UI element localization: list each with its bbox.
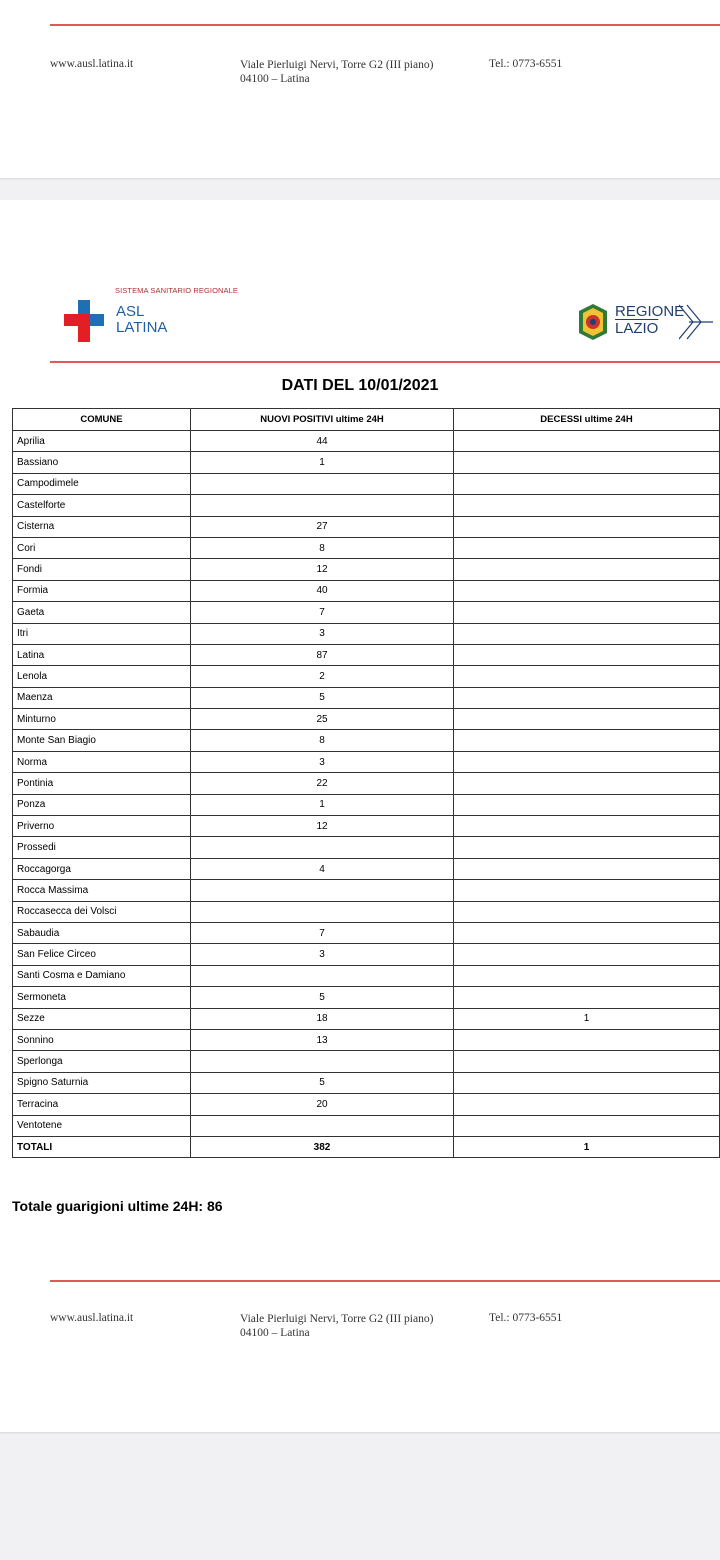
- regione-lazio-emblem-icon: [576, 303, 610, 341]
- regione-lazio-logo: [574, 300, 714, 344]
- table-row: [13, 666, 720, 687]
- table-row: [13, 1008, 720, 1029]
- cell-comune: Spigno Saturnia: [13, 1072, 191, 1093]
- cell-decessi: [454, 816, 720, 837]
- cell-positivi: [191, 880, 454, 901]
- table-row: [13, 816, 720, 837]
- cell-comune: Terracina: [13, 1094, 191, 1115]
- total-label: TOTALI: [13, 1136, 191, 1157]
- cell-positivi: [191, 901, 454, 922]
- footer-phone: Tel.: 0773-6551: [489, 58, 563, 70]
- table-row: [13, 794, 720, 815]
- cell-positivi: 1: [191, 452, 454, 473]
- cell-positivi: 3: [191, 944, 454, 965]
- cell-comune: San Felice Circeo: [13, 944, 191, 965]
- cell-positivi: 12: [191, 559, 454, 580]
- cell-decessi: [454, 987, 720, 1008]
- footer-website: www.ausl.latina.it: [50, 1312, 134, 1324]
- cell-positivi: [191, 473, 454, 494]
- cell-decessi: [454, 452, 720, 473]
- cell-decessi: [454, 880, 720, 901]
- document-page-previous: [0, 0, 720, 178]
- cell-positivi: 3: [191, 623, 454, 644]
- cell-positivi: 18: [191, 1008, 454, 1029]
- cell-comune: Aprilia: [13, 431, 191, 452]
- cell-comune: Cori: [13, 537, 191, 558]
- table-row: [13, 858, 720, 879]
- footer-address: Viale Pierluigi Nervi, Torre G2 (III piano) 04100 – Latina: [240, 59, 434, 85]
- cell-comune: Sonnino: [13, 1029, 191, 1050]
- table-row: [13, 901, 720, 922]
- cell-positivi: [191, 1051, 454, 1072]
- column-header-positivi: NUOVI POSITIVI ultime 24H: [191, 409, 454, 431]
- cell-comune: Castelforte: [13, 495, 191, 516]
- cell-positivi: 12: [191, 816, 454, 837]
- table-row: [13, 1072, 720, 1093]
- cell-positivi: [191, 495, 454, 516]
- cell-positivi: 7: [191, 602, 454, 623]
- table-row: [13, 944, 720, 965]
- table-total-row: [13, 1136, 720, 1157]
- cell-decessi: [454, 1115, 720, 1136]
- total-positivi: 382: [191, 1136, 454, 1157]
- cell-positivi: 40: [191, 580, 454, 601]
- cell-comune: Sabaudia: [13, 922, 191, 943]
- table-row: [13, 1115, 720, 1136]
- cell-decessi: [454, 537, 720, 558]
- total-decessi: 1: [454, 1136, 720, 1157]
- cell-positivi: 3: [191, 751, 454, 772]
- cell-comune: Rocca Massima: [13, 880, 191, 901]
- cell-decessi: [454, 858, 720, 879]
- cell-comune: Maenza: [13, 687, 191, 708]
- table-row: [13, 837, 720, 858]
- document-page: [0, 200, 720, 1432]
- cell-positivi: 44: [191, 431, 454, 452]
- asl-latina-logo-text: ASL LATINA: [116, 303, 168, 336]
- cell-positivi: 25: [191, 709, 454, 730]
- page-header: [0, 200, 720, 370]
- cell-comune: Fondi: [13, 559, 191, 580]
- cell-positivi: 27: [191, 516, 454, 537]
- report-title: DATI DEL 10/01/2021: [281, 377, 439, 394]
- cell-decessi: [454, 1051, 720, 1072]
- table-row: [13, 880, 720, 901]
- cell-comune: Monte San Biagio: [13, 730, 191, 751]
- cell-comune: Ponza: [13, 794, 191, 815]
- cell-comune: Norma: [13, 751, 191, 772]
- cell-comune: Campodimele: [13, 473, 191, 494]
- table-row: [13, 1051, 720, 1072]
- regione-lazio-chevron-icon: [679, 303, 713, 341]
- cell-comune: Sermoneta: [13, 987, 191, 1008]
- footer-address: Viale Pierluigi Nervi, Torre G2 (III piano) 04100 – Latina: [240, 1313, 434, 1339]
- header-divider: [50, 24, 720, 26]
- cell-decessi: [454, 602, 720, 623]
- cell-comune: Cisterna: [13, 516, 191, 537]
- table-row: [13, 730, 720, 751]
- cell-decessi: [454, 580, 720, 601]
- cell-decessi: [454, 1094, 720, 1115]
- header-divider: [50, 361, 720, 363]
- cell-decessi: [454, 666, 720, 687]
- cell-comune: Prossedi: [13, 837, 191, 858]
- cell-decessi: [454, 1029, 720, 1050]
- cell-positivi: [191, 965, 454, 986]
- cell-decessi: 1: [454, 1008, 720, 1029]
- cell-positivi: 2: [191, 666, 454, 687]
- cell-positivi: 13: [191, 1029, 454, 1050]
- cell-comune: Formia: [13, 580, 191, 601]
- cell-positivi: [191, 1115, 454, 1136]
- cell-positivi: 87: [191, 644, 454, 665]
- cell-positivi: 20: [191, 1094, 454, 1115]
- footer-phone: Tel.: 0773-6551: [489, 1312, 563, 1324]
- cell-comune: Roccagorga: [13, 858, 191, 879]
- cell-decessi: [454, 944, 720, 965]
- cell-decessi: [454, 751, 720, 772]
- cell-positivi: 8: [191, 730, 454, 751]
- cell-comune: Bassiano: [13, 452, 191, 473]
- cell-positivi: 7: [191, 922, 454, 943]
- table-row: [13, 516, 720, 537]
- regione-lazio-text: REGIONE LAZIO: [615, 303, 685, 337]
- cell-decessi: [454, 709, 720, 730]
- table-row: [13, 709, 720, 730]
- table-header-row: [13, 409, 720, 431]
- table-row: [13, 1094, 720, 1115]
- table-row: [13, 773, 720, 794]
- cell-comune: Sezze: [13, 1008, 191, 1029]
- cell-positivi: 5: [191, 687, 454, 708]
- table-row: [13, 473, 720, 494]
- cell-positivi: 22: [191, 773, 454, 794]
- cell-decessi: [454, 559, 720, 580]
- total-recoveries: Totale guarigioni ultime 24H: 86: [12, 1198, 223, 1214]
- cell-decessi: [454, 794, 720, 815]
- cell-comune: Pontinia: [13, 773, 191, 794]
- cell-positivi: 5: [191, 1072, 454, 1093]
- table-row: [13, 580, 720, 601]
- cell-decessi: [454, 473, 720, 494]
- table-row: [13, 644, 720, 665]
- cell-comune: Minturno: [13, 709, 191, 730]
- cell-positivi: 8: [191, 537, 454, 558]
- cell-comune: Roccasecca dei Volsci: [13, 901, 191, 922]
- table-row: [13, 751, 720, 772]
- cell-decessi: [454, 730, 720, 751]
- cell-decessi: [454, 922, 720, 943]
- cell-comune: Priverno: [13, 816, 191, 837]
- footer-divider: [50, 1280, 720, 1282]
- table-row: [13, 965, 720, 986]
- footer-website: www.ausl.latina.it: [50, 58, 134, 70]
- cell-comune: Itri: [13, 623, 191, 644]
- table-row: [13, 495, 720, 516]
- table-row: [13, 452, 720, 473]
- sistema-sanitario-label: SISTEMA SANITARIO REGIONALE: [115, 286, 239, 295]
- cell-comune: Ventotene: [13, 1115, 191, 1136]
- cell-decessi: [454, 687, 720, 708]
- cell-decessi: [454, 837, 720, 858]
- table-row: [13, 559, 720, 580]
- table-row: [13, 431, 720, 452]
- table-row: [13, 687, 720, 708]
- asl-cross-logo-icon: [64, 300, 104, 342]
- cell-comune: Sperlonga: [13, 1051, 191, 1072]
- cell-positivi: 1: [191, 794, 454, 815]
- cell-decessi: [454, 495, 720, 516]
- cell-decessi: [454, 1072, 720, 1093]
- cell-decessi: [454, 431, 720, 452]
- cell-positivi: 5: [191, 987, 454, 1008]
- cell-decessi: [454, 516, 720, 537]
- cell-comune: Latina: [13, 644, 191, 665]
- cell-positivi: [191, 837, 454, 858]
- cell-decessi: [454, 901, 720, 922]
- covid-data-table: [12, 408, 720, 1158]
- table-row: [13, 922, 720, 943]
- cell-decessi: [454, 773, 720, 794]
- table-row: [13, 537, 720, 558]
- cell-comune: Santi Cosma e Damiano: [13, 965, 191, 986]
- cell-decessi: [454, 623, 720, 644]
- table-row: [13, 623, 720, 644]
- column-header-decessi: DECESSI ultime 24H: [454, 409, 720, 431]
- cell-positivi: 4: [191, 858, 454, 879]
- table-row: [13, 1029, 720, 1050]
- cell-decessi: [454, 965, 720, 986]
- cell-comune: Gaeta: [13, 602, 191, 623]
- cell-decessi: [454, 644, 720, 665]
- cell-comune: Lenola: [13, 666, 191, 687]
- column-header-comune: COMUNE: [13, 409, 191, 431]
- table-row: [13, 602, 720, 623]
- table-row: [13, 987, 720, 1008]
